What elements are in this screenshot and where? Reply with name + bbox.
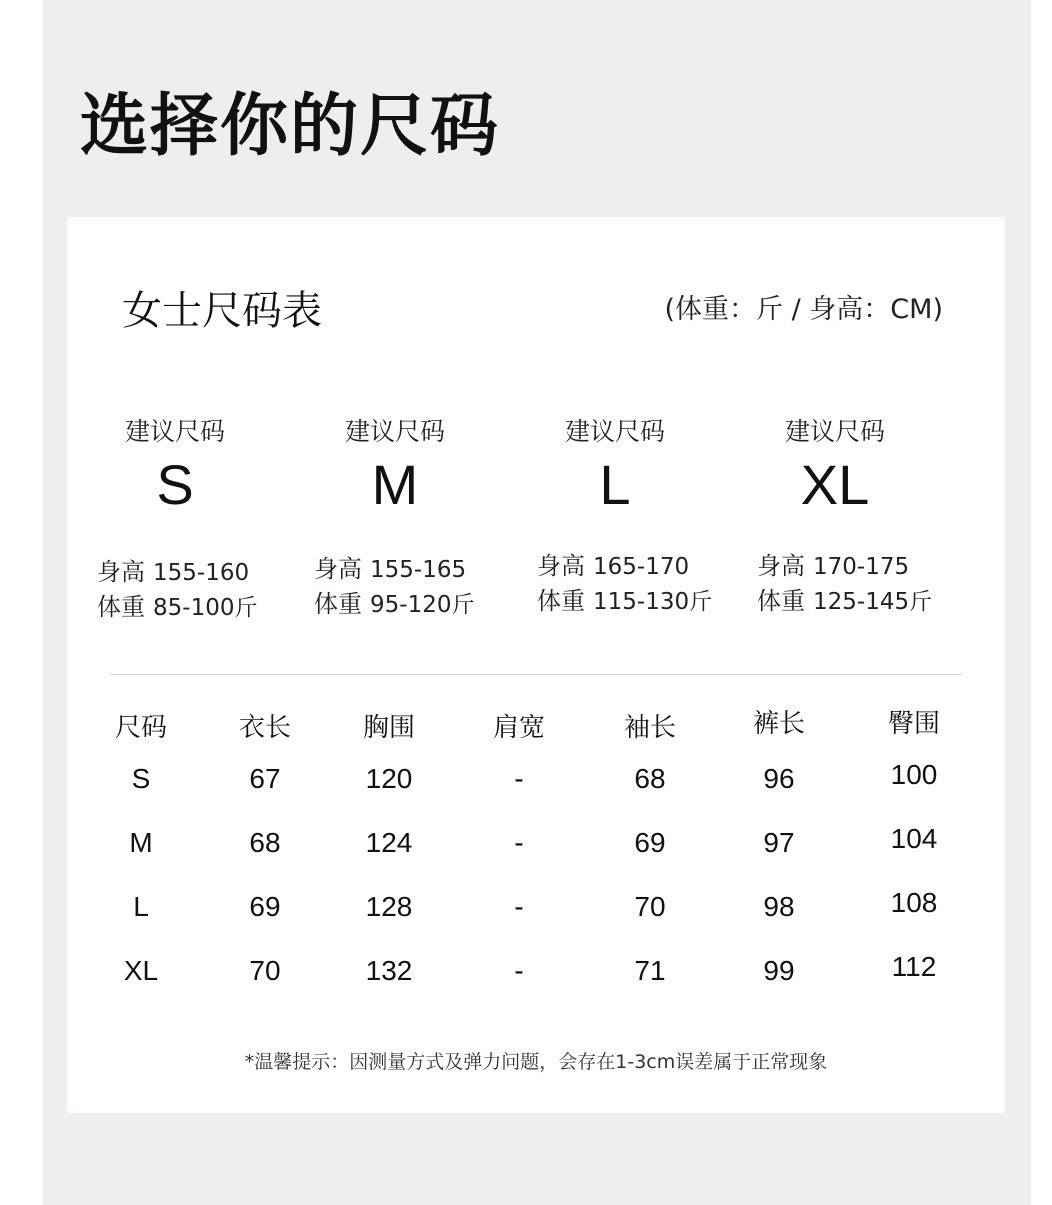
weight-label: 体重 bbox=[97, 593, 145, 621]
page-title: 选择你的尺码 bbox=[80, 87, 501, 166]
height-label: 身高 bbox=[97, 558, 145, 586]
weight-range-row bbox=[537, 584, 712, 619]
table-cell: 96 bbox=[763, 763, 795, 794]
size-info-s bbox=[97, 555, 257, 625]
recommended-size-label: 建议尺码 bbox=[344, 417, 445, 446]
table-cell: XL bbox=[123, 955, 159, 986]
height-range-row bbox=[97, 555, 257, 590]
table-cell: 124 bbox=[365, 827, 413, 858]
weight-range-row bbox=[97, 590, 257, 625]
divider bbox=[110, 674, 962, 675]
size-info-m bbox=[314, 552, 474, 622]
table-cell: 67 bbox=[249, 763, 281, 794]
recommended-size-s bbox=[75, 412, 275, 520]
weight-range: 115-130斤 bbox=[593, 589, 713, 615]
column-header-sleeve: 袖长 bbox=[623, 713, 676, 743]
size-letter: XL bbox=[800, 453, 870, 516]
table-cell: 120 bbox=[365, 763, 413, 794]
height-label: 身高 bbox=[314, 555, 362, 583]
table-cell: - bbox=[514, 763, 524, 794]
weight-label: 体重 bbox=[537, 587, 585, 615]
height-range: 155-160 bbox=[153, 560, 250, 586]
weight-range: 95-120斤 bbox=[370, 592, 475, 618]
footnote: *温馨提示：因测量方式及弹力问题，会存在1-3cm误差属于正常现象 bbox=[244, 1051, 828, 1073]
recommended-size-l bbox=[515, 412, 715, 520]
unit-note: (体重：斤 / 身高：CM) bbox=[664, 294, 943, 325]
size-info-xl bbox=[757, 549, 932, 619]
table-cell: 97 bbox=[763, 827, 795, 858]
size-info-l bbox=[537, 549, 712, 619]
height-range-row bbox=[537, 549, 712, 584]
height-range-row bbox=[314, 552, 474, 587]
weight-range: 125-145斤 bbox=[813, 589, 933, 615]
height-label: 身高 bbox=[537, 552, 585, 580]
table-cell: 69 bbox=[634, 827, 666, 858]
weight-range-row bbox=[314, 587, 474, 622]
table-cell: - bbox=[514, 891, 524, 922]
size-chart-card bbox=[67, 217, 1005, 1113]
table-cell: - bbox=[514, 827, 524, 858]
column-header-pants-length: 裤长 bbox=[752, 709, 805, 739]
size-chart-title: 女士尺码表 bbox=[122, 288, 322, 334]
table-cell: 68 bbox=[249, 827, 281, 858]
table-cell: 71 bbox=[634, 955, 666, 986]
table-cell: 68 bbox=[634, 763, 666, 794]
recommended-size-m bbox=[295, 412, 495, 520]
height-range: 165-170 bbox=[593, 554, 690, 580]
table-cell: 104 bbox=[890, 823, 938, 854]
table-cell: 70 bbox=[634, 891, 666, 922]
height-label: 身高 bbox=[757, 552, 805, 580]
table-cell: S bbox=[131, 763, 151, 794]
table-cell: L bbox=[133, 891, 149, 922]
recommended-size-label: 建议尺码 bbox=[124, 417, 225, 446]
size-letter: M bbox=[371, 453, 419, 516]
recommended-size-label: 建议尺码 bbox=[784, 417, 885, 446]
recommended-size-xl bbox=[735, 412, 935, 520]
table-cell: 98 bbox=[763, 891, 795, 922]
table-cell: 128 bbox=[365, 891, 413, 922]
column-header-hip: 臀围 bbox=[887, 709, 940, 739]
table-cell: 108 bbox=[890, 887, 938, 918]
weight-label: 体重 bbox=[757, 587, 805, 615]
height-range: 170-175 bbox=[813, 554, 910, 580]
column-header-bust: 胸围 bbox=[362, 713, 415, 743]
table-cell: 99 bbox=[763, 955, 795, 986]
column-header-shoulder: 肩宽 bbox=[492, 713, 545, 743]
size-letter: L bbox=[599, 453, 631, 516]
table-cell: 112 bbox=[891, 951, 937, 982]
weight-range: 85-100斤 bbox=[153, 595, 258, 621]
table-cell: 132 bbox=[365, 955, 413, 986]
size-letter: S bbox=[156, 453, 194, 516]
column-header-length: 衣长 bbox=[238, 713, 291, 743]
weight-label: 体重 bbox=[314, 590, 362, 618]
column-header-size: 尺码 bbox=[114, 713, 167, 743]
table-cell: 69 bbox=[249, 891, 281, 922]
table-cell: 70 bbox=[249, 955, 281, 986]
table-cell: M bbox=[129, 827, 153, 858]
height-range: 155-165 bbox=[370, 557, 467, 583]
weight-range-row bbox=[757, 584, 932, 619]
table-cell: - bbox=[514, 955, 524, 986]
height-range-row bbox=[757, 549, 932, 584]
table-cell: 100 bbox=[890, 759, 938, 790]
recommended-size-label: 建议尺码 bbox=[564, 417, 665, 446]
